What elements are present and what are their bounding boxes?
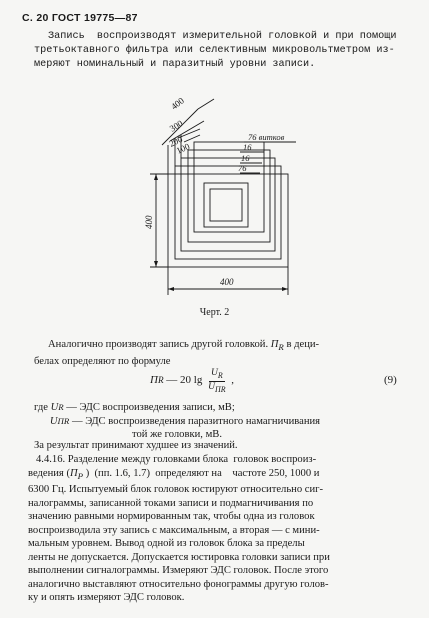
label-76: 76 — [238, 163, 247, 173]
label-400-side: 400 — [144, 215, 154, 229]
inner-window — [204, 183, 248, 227]
square-200 — [181, 158, 275, 251]
dim-line-400 — [198, 99, 214, 109]
coil-drawing — [0, 95, 429, 305]
symbol-sub: R — [278, 342, 284, 353]
inner-window — [210, 189, 242, 221]
formula-symbol: П — [150, 374, 158, 387]
label-76-turns: 76 витков — [248, 132, 285, 142]
section-line: выполнении сигналограммы. Измеряют ЭДС головок. После этого — [28, 565, 329, 577]
label-400-diag: 400 — [169, 95, 186, 112]
paragraph-line — [34, 338, 402, 355]
label-200-diag: 200 — [167, 133, 185, 149]
equation-number: (9) — [384, 374, 397, 386]
symbol: П — [270, 339, 279, 350]
section-line: ведения ($П_Р$ ) (пп. 1.6, 1.7) определяют на частоте 250, 1000 и — [28, 467, 320, 481]
arrow — [168, 287, 174, 291]
formula-op: — 20 lg — [163, 374, 206, 387]
result-line: За результат принимают худшее из значений. — [34, 440, 238, 451]
arrow — [154, 174, 158, 180]
paragraph-2 — [34, 338, 402, 368]
fraction-numerator: $U_R$ — [210, 367, 223, 380]
section-line: ленты не допускается. Допускается юстировка головки записи при — [28, 551, 330, 563]
paragraph-line: белах определяют по формуле — [34, 355, 171, 367]
intro-line: третьоктавного фильтра или селективным микровольтметром из- — [34, 45, 395, 56]
label-300-diag: 300 — [167, 118, 185, 134]
section-line: значению равными нормированным так, чтобы одна из головок — [28, 511, 315, 523]
formula-tail: , — [228, 374, 235, 387]
intro-line: Запись воспроизводят измерительной головкой и при помощи — [48, 31, 397, 42]
label-100-diag: 100 — [174, 141, 192, 156]
section-line: ку и опять измеряют ЭДС головок. — [28, 592, 185, 604]
arrow — [282, 287, 288, 291]
square-300 — [175, 166, 281, 259]
section-line: воспроизводила эту запись с максимальным, а вторая — с мини- — [28, 524, 320, 536]
section-line: 6300 Гц. Испытуемый блок головок юстируют относительно сиг- — [28, 484, 324, 496]
section-line: аналогично выставляют относительно фонограммы другую голов- — [28, 578, 329, 590]
page-header: С. 20 ГОСТ 19775—87 — [22, 12, 138, 24]
label-16a: 16 — [243, 142, 252, 152]
square-100 — [188, 150, 270, 242]
text: в деци- — [283, 339, 320, 350]
intro-paragraph — [34, 30, 406, 72]
label-16b: 16 — [241, 153, 250, 163]
figure-caption: Черт. 2 — [199, 307, 230, 318]
definitions — [34, 401, 402, 442]
section-line: мальным уровнем. Вывод одной из головок блока за пределы — [28, 538, 305, 550]
section-4-4-16 — [28, 453, 404, 605]
intro-line: меряют номинальный и паразитный уровни записи. — [34, 59, 316, 70]
definition-row: где U R — ЭДС воспроизведения записи, мВ; — [34, 402, 235, 413]
arrow — [154, 261, 158, 267]
formula — [150, 368, 234, 394]
text: Аналогично производят запись другой головкой. — [48, 339, 271, 350]
definition-row: U ПR — ЭДС воспроизведения паразитного намагничивания — [49, 415, 321, 427]
fraction — [208, 368, 225, 395]
fraction-denominator: $U_{ПR}$ — [208, 381, 226, 394]
square-76 — [194, 142, 264, 232]
formula-sub: R — [157, 375, 164, 386]
section-line: налограммы, записанной токами записи и подмагничивания по — [28, 497, 314, 509]
section-line: 4.4.16. Разделение между головками блока головок воспроиз- — [36, 454, 317, 465]
label-400-bottom: 400 — [220, 277, 234, 287]
definition-row: той же головки, мВ. — [132, 429, 222, 440]
